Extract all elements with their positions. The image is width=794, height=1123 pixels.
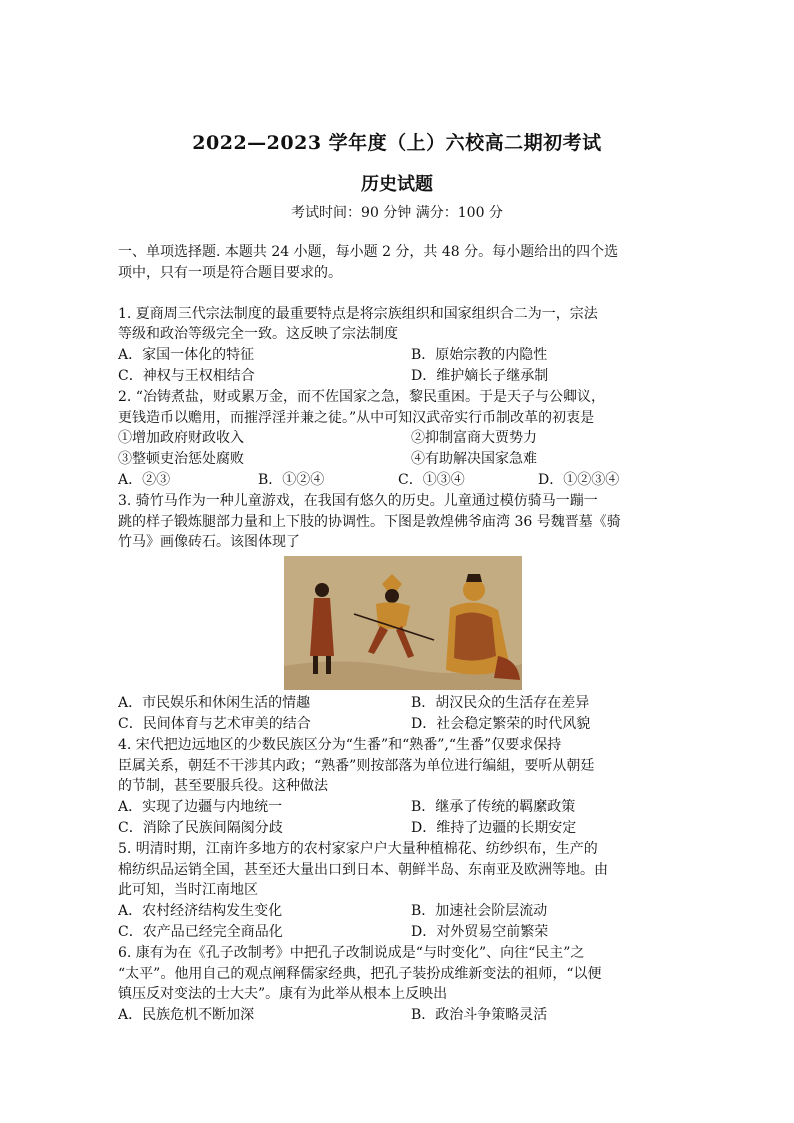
question-2-items-row-1 — [118, 428, 678, 449]
question-1 — [118, 304, 678, 387]
option-a: A．民族危机不断加深 — [118, 1007, 255, 1024]
option-a: A．农村经济结构发生变化 — [118, 903, 283, 920]
option-a: A．实现了边疆与内地统一 — [118, 799, 283, 816]
question-3-options-row-1 — [118, 693, 678, 714]
exam-subject: 历史试题 — [361, 174, 433, 195]
question-4-options-row-2 — [118, 818, 678, 839]
question-5 — [118, 839, 678, 943]
option-b: B．政治斗争策略灵活 — [411, 1007, 548, 1024]
question-1-stem-1: 1. 夏商周三代宗法制度的最重要特点是将宗族组织和国家组织合二为一，宗法 — [118, 305, 598, 322]
question-4 — [118, 735, 678, 839]
section-intro-line-2: 项中，只有一项是符合题目要求的。 — [118, 264, 342, 281]
question-5-stem-3: 此可知，当时江南地区 — [118, 882, 258, 899]
question-2-stem-2: 更钱造币以赡用，而摧浮淫并兼之徒。”从中可知汉武帝实行币制改革的初衷是 — [118, 409, 595, 426]
option-a: A．家国一体化的特征 — [118, 347, 255, 364]
question-3-stem-2: 跳的样子锻炼腿部力量和上下肢的协调性。下图是敦煌佛爷庙湾 36 号魏晋墓《骑 — [118, 513, 621, 530]
section-intro-line-1: 一、单项选择题. 本题共 24 小题，每小题 2 分，共 48 分。每小题给出的四个选 — [118, 244, 619, 260]
option-d: D．对外贸易空前繁荣 — [411, 923, 549, 940]
question-3-stem-3: 竹马》画像砖石。该图体现了 — [118, 534, 300, 551]
question-3-stem-1: 3. 骑竹马作为一种儿童游戏，在我国有悠久的历史。儿童通过模仿骑马一蹦一 — [118, 492, 598, 509]
item-1: ①增加政府财政收入 — [118, 430, 244, 447]
question-6-stem-3: 镇压反对变法的士大夫”。康有为此举从根本上反映出 — [118, 986, 448, 1003]
option-b: B．胡汉民众的生活存在差异 — [411, 695, 590, 712]
question-5-stem-1: 5. 明清时期，江南许多地方的农村家家户户大量种植棉花、纺纱织布，生产的 — [118, 840, 598, 857]
question-2-stem-1: 2. “冶铸煮盐，财或累万金，而不佐国家之急，黎民重困。于是天子与公卿议， — [118, 388, 605, 405]
question-1-options-row-2 — [118, 366, 678, 387]
option-a: A．市民娱乐和休闲生活的情趣 — [118, 695, 311, 712]
exam-meta: 考试时间：90 分钟 满分：100 分 — [291, 205, 503, 221]
option-b: B．加速社会阶层流动 — [411, 903, 548, 920]
question-2-options — [118, 470, 678, 491]
spacer — [118, 284, 678, 304]
question-1-stem-2: 等级和政治等级完全一致。这反映了宗法制度 — [118, 326, 398, 343]
question-4-options-row-1 — [118, 797, 678, 818]
option-d: D．社会稳定繁荣的时代风貌 — [411, 715, 591, 732]
brick-painting-illustration — [284, 556, 522, 690]
question-5-options-row-2 — [118, 922, 678, 943]
question-6-stem-1: 6. 康有为在《孔子改制考》中把孔子改制说成是“与时变化”、向往“民主”之 — [118, 944, 585, 961]
exam-content — [118, 242, 678, 1026]
question-4-stem-1: 4. 宋代把边远地区的少数民族区分为“生番”和“熟番”,“生番”仅要求保持 — [118, 736, 562, 753]
option-c: C．神权与王权相结合 — [118, 367, 255, 384]
item-4: ④有助解决国家急难 — [411, 451, 537, 468]
question-5-stem-2: 棉纺织品运销全国，甚至还大量出口到日本、朝鲜半岛、东南亚及欧洲等地。由 — [118, 861, 608, 878]
question-4-stem-2: 臣属关系，朝廷不干涉其内政；“熟番”则按部落为单位进行编組，要听从朝廷 — [118, 757, 595, 774]
option-d: D．维持了边疆的长期安定 — [411, 819, 577, 836]
question-3-options-row-2 — [118, 714, 678, 735]
question-6-stem-2: “太平”。他用自己的观点阐释儒家经典，把孔子装扮成维新变法的祖师，“以便 — [118, 965, 602, 982]
option-c: C．民间体育与艺术审美的结合 — [118, 715, 311, 732]
item-3: ③整顿吏治惩处腐败 — [118, 451, 244, 468]
option-c: C．①③④ — [398, 471, 465, 488]
question-1-options-row-1 — [118, 345, 678, 366]
question-6-options-row-1 — [118, 1005, 678, 1026]
option-c: C．消除了民族间隔阂分歧 — [118, 819, 283, 836]
item-2: ②抑制富商大贾势力 — [411, 430, 537, 447]
option-c: C．农产品已经完全商品化 — [118, 923, 283, 940]
option-b: B．①②④ — [258, 471, 325, 488]
option-d: D．①②③④ — [538, 471, 620, 488]
brick-painting-image — [284, 556, 522, 690]
question-5-options-row-1 — [118, 901, 678, 922]
option-a: A．②③ — [118, 471, 171, 488]
exam-title: 2022—2023 学年度（上）六校高二期初考试 — [192, 132, 602, 154]
option-b: B．继承了传统的羁縻政策 — [411, 799, 576, 816]
question-2-items-row-2 — [118, 449, 678, 470]
question-3 — [118, 491, 678, 735]
option-d: D．维护嫡长子继承制 — [411, 367, 549, 384]
question-2 — [118, 387, 678, 491]
question-4-stem-3: 的节制，甚至要服兵役。这种做法 — [118, 778, 328, 795]
question-6 — [118, 943, 678, 1026]
option-b: B．原始宗教的内隐性 — [411, 347, 548, 364]
